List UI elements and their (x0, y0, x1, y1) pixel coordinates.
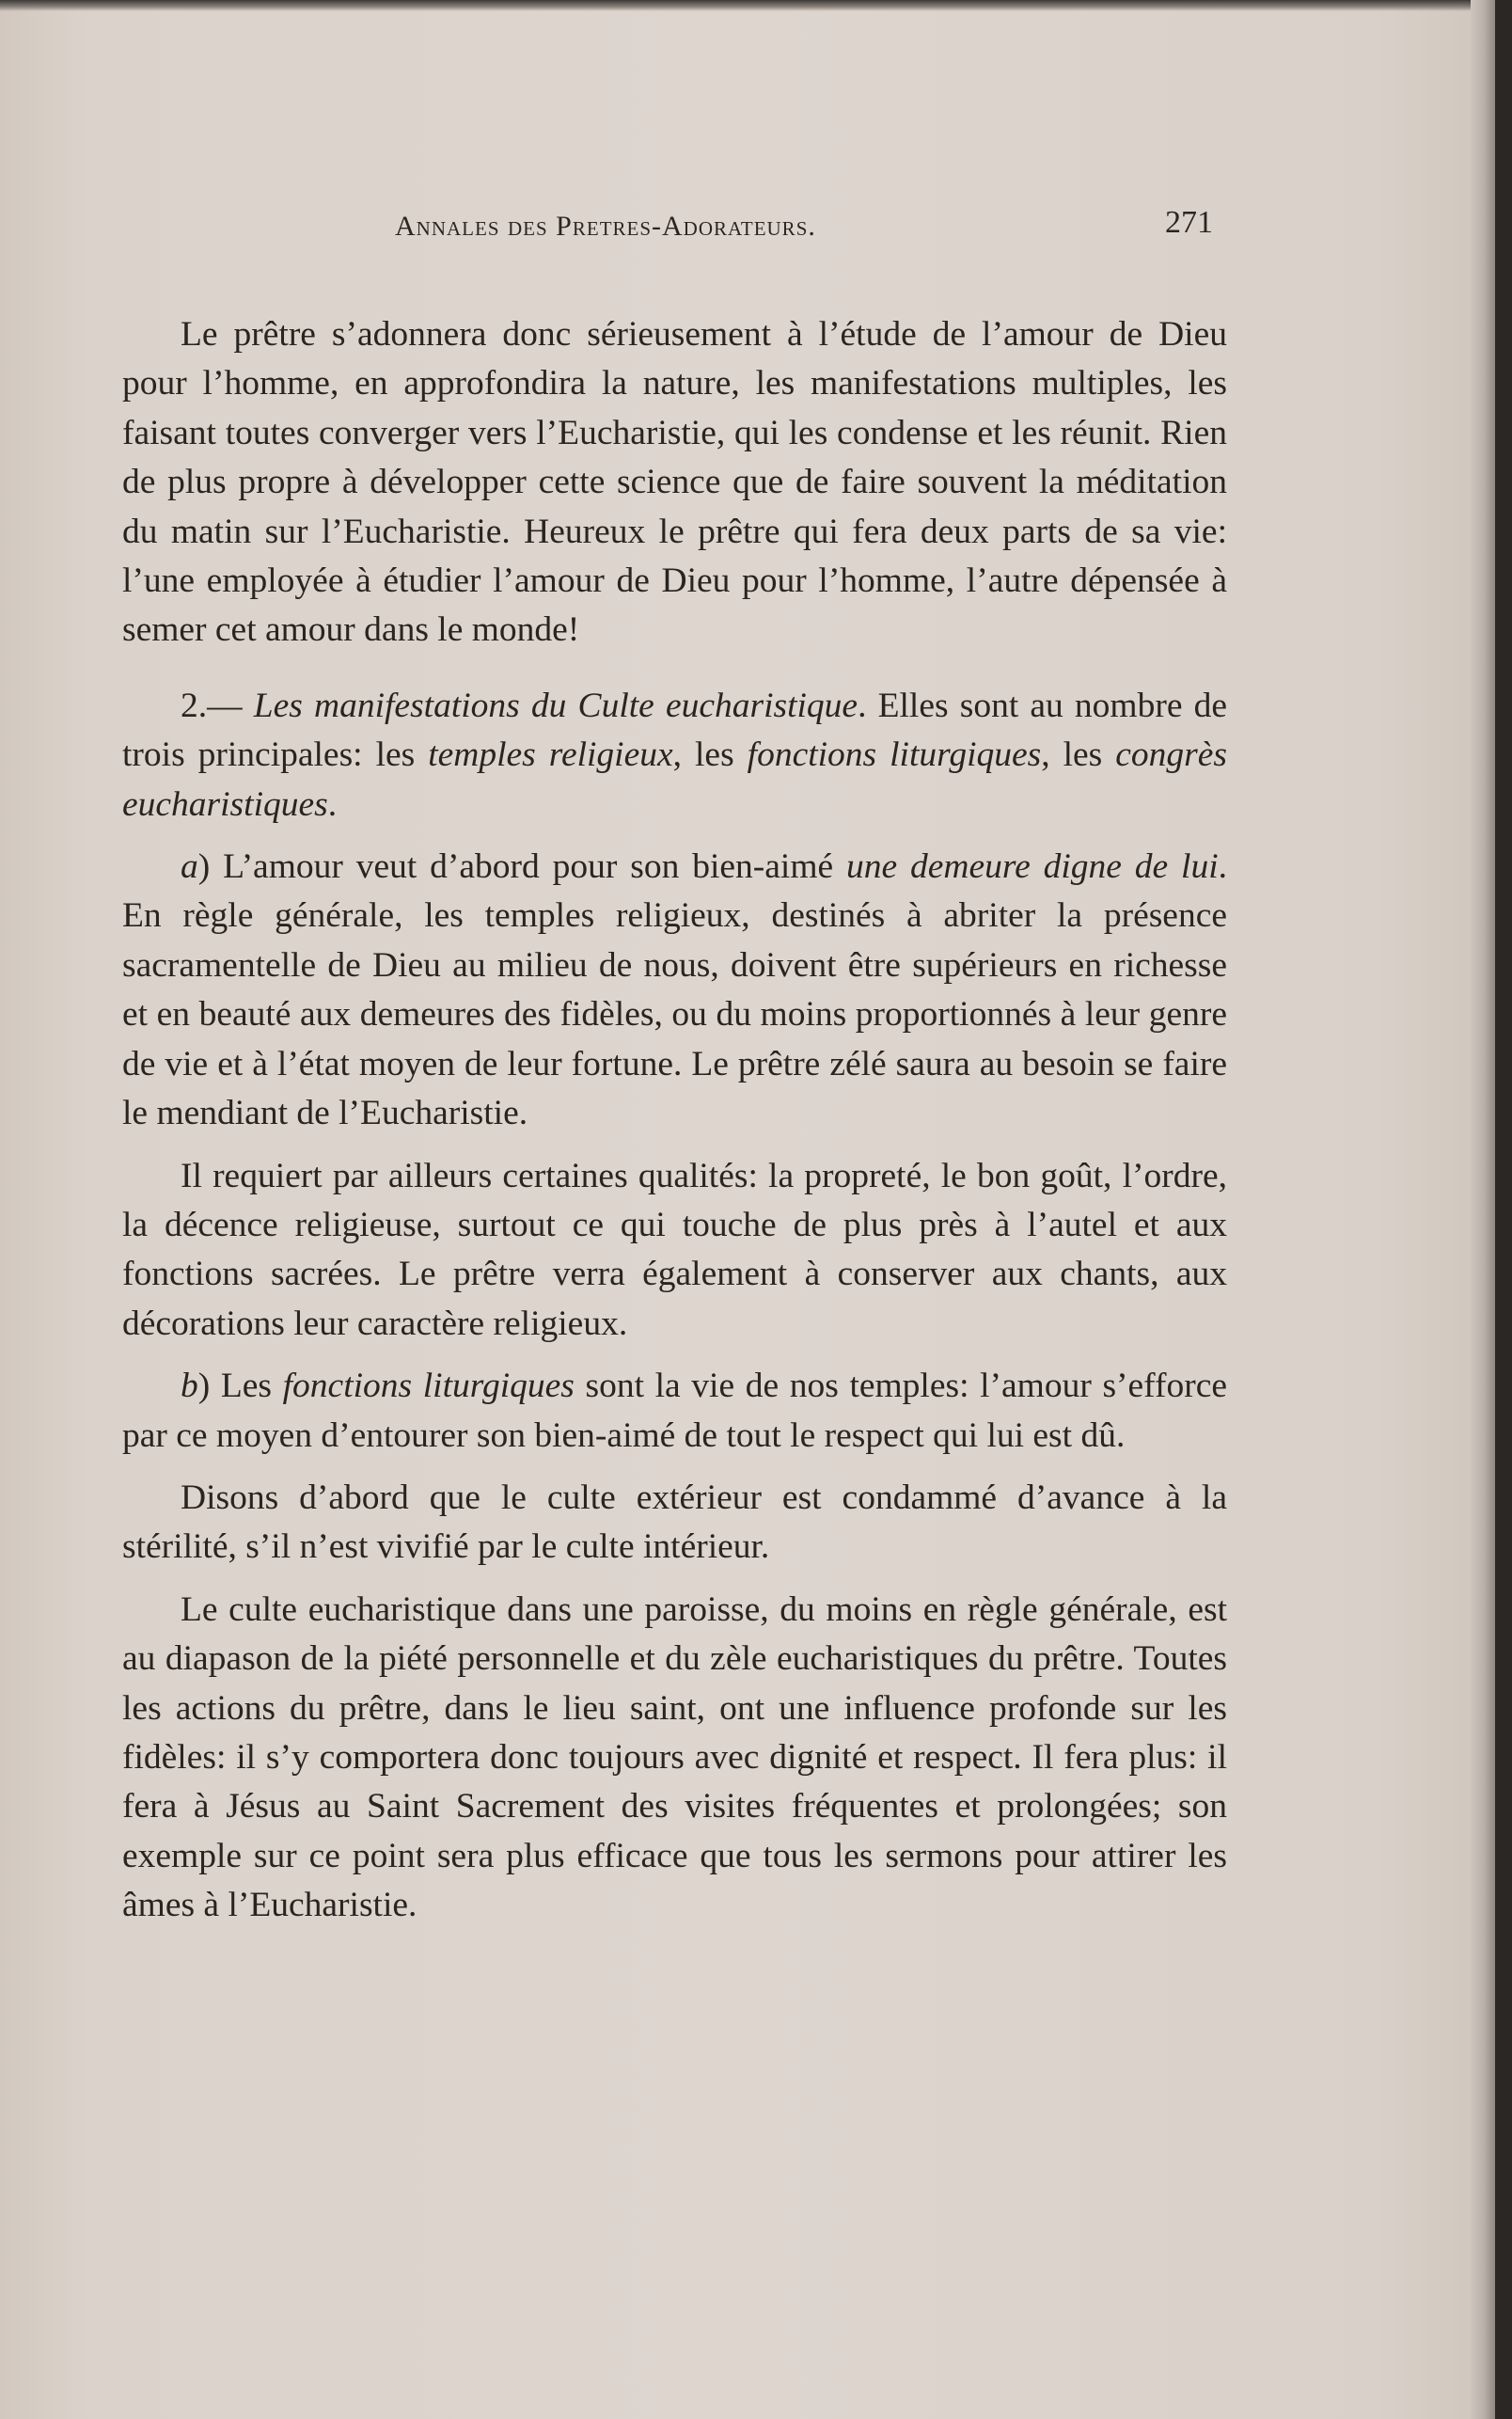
text-run: ) Les (197, 1367, 283, 1406)
text-run: Disons d’abord que le culte extérieur est condammé d’avance à la stérilité, s’il n’est vivifié par le culte intérieur. (122, 1478, 1227, 1567)
italic-run: temples religieux (428, 735, 673, 775)
paragraph-6 (122, 1474, 1227, 1573)
paragraph-4 (122, 1152, 1227, 1350)
text-run: Le culte eucharistique dans une paroisse, du moins en règle générale, est au diapason de la piété personnelle et du zèle eucharistiques du prêtre. Toutes les actions du prêtre, dans le lieu saint, ont une influence profonde sur les fidèles: il s’y comportera donc toujours avec dignité et respect. Il fera plus: il fera à Jésus au Saint Sacrement des visites fréquentes et prolongées; son exemple sur ce point sera plus efficace que tous les sermons pour attirer les âmes à l’Eucharistie. (122, 1589, 1227, 1925)
page-right-edge (1471, 0, 1495, 2419)
text-run: sont la vie de nos temples: l’amour s’efforce par ce moyen d’entourer son bien-aimé de tout le respect qui lui est dû. (122, 1367, 1227, 1455)
text-run: Le prêtre s’adonnera donc sérieusement à l’étude de l’amour de Dieu pour l’homme, en approfondira la nature, les manifestations multiples, les faisant toutes converger vers l’Eucharistie, qui les condense et les réunit. Rien de plus propre à développer cette science que de faire souvent la méditation du matin sur l’Eucharistie. Heureux le prêtre qui fera deux parts de sa vie: l’une employée à étudier l’amour de Dieu pour l’homme, l’autre dépensée à semer cet amour dans le monde! (122, 315, 1227, 650)
top-edge-shadow (0, 0, 1495, 11)
text-run: 2.— (181, 686, 254, 725)
page-number: 271 (1165, 205, 1213, 240)
italic-run: Les manifestations du Culte eucharistique (253, 686, 858, 725)
text-run: , les (672, 735, 748, 775)
italic-run: a (181, 847, 198, 887)
text-run: . (327, 784, 338, 824)
italic-run: une demeure digne de lui (846, 847, 1219, 887)
text-run: . Elles sont au nombre de trois principales: les (122, 686, 1227, 775)
italic-run: b (181, 1367, 198, 1406)
text-run: Il requiert par ailleurs certaines qualités: la propreté, le bon goût, l’ordre, la décence religieuse, surtout ce qui touche de plus près à l’autel et aux fonctions sacrées. Le prêtre verra également à conserver aux chants, aux décorations leur caractère religieux. (122, 1156, 1227, 1343)
italic-run: fonctions liturgiques (282, 1367, 575, 1406)
paragraph-5 (122, 1362, 1227, 1461)
paragraph-1 (122, 310, 1227, 656)
italic-run: fonctions liturgiques (747, 735, 1042, 775)
text-run: . En règle générale, les temples religieux, destinés à abriter la présence sacramentelle de Dieu au milieu de nous, doivent être supérieurs en richesse et en beauté aux demeures des fidèles, ou du moins proportionnés à leur genre de vie et à l’état moyen de leur fortune. Le prêtre zélé saura au besoin se faire le mendiant de l’Eucharistie. (122, 847, 1227, 1133)
running-header (357, 198, 1213, 254)
paragraph-3 (122, 843, 1227, 1138)
running-title: Annales des Pretres-Adorateurs. (395, 211, 816, 242)
text-run: , les (1041, 735, 1116, 775)
paragraph-7 (122, 1586, 1227, 1931)
paragraph-2 (122, 682, 1227, 830)
body-text (122, 310, 1227, 1931)
text-run: ) L’amour veut d’abord pour son bien-aimé (197, 847, 846, 887)
italic-run: congrès eucharistiques (122, 735, 1227, 824)
